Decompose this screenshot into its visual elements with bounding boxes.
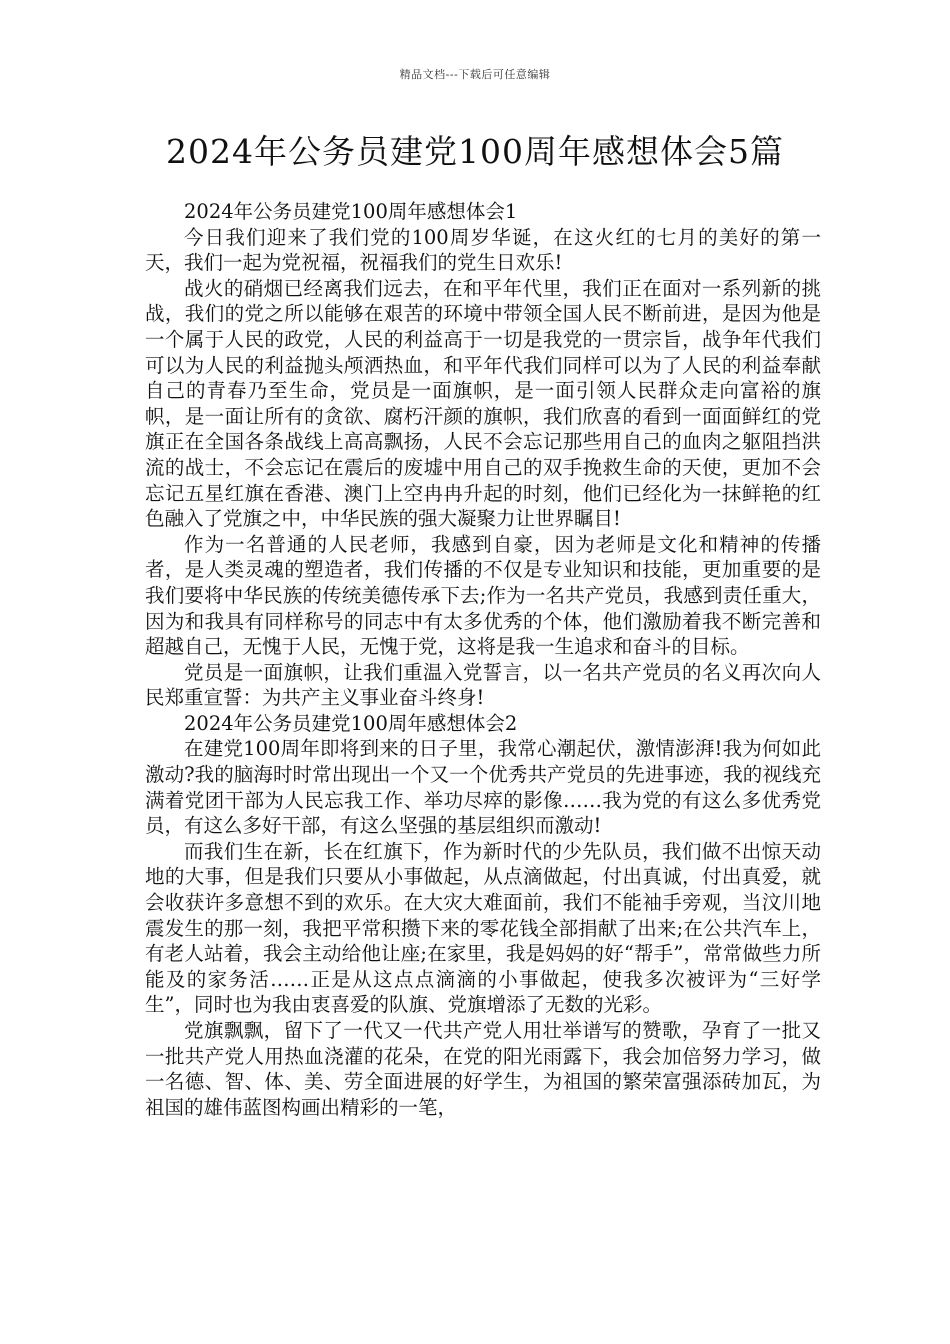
- paragraph: 战火的硝烟已经离我们远去，在和平年代里，我们正在面对一系列新的挑战，我们的党之所以能够在艰苦的环境中带领全国人民不断前进，是因为他是一个属于人民的政党，人民的利益高于一切是我党的一贯宗旨，战争年代我们可以为人民的利益抛头颅洒热血，和平年代我们同样可以为了人民的利益奉献自己的青春乃至生命，党员是一面旗帜，是一面引领人民群众走向富裕的旗帜，是一面让所有的贪欲、腐朽汗颜的旗帜，我们欣喜的看到一面面鲜红的党旗正在全国各条战线上高高飘扬，人民不会忘记那些用自己的血肉之躯阻挡洪流的战士，不会忘记在震后的废墟中用自己的双手挽救生命的天使，更加不会忘记五星红旗在香港、澳门上空冉冉升起的时刻，他们已经化为一抹鲜艳的红色融入了党旗之中，中华民族的强大凝聚力让世界瞩目!: [145, 276, 821, 531]
- paragraph: 而我们生在新，长在红旗下，作为新时代的少先队员，我们做不出惊天动地的大事，但是我们只要从小事做起，从点滴做起，付出真诚，付出真爱，就会收获许多意想不到的欢乐。在大灾大难面前，我们不能袖手旁观，当汶川地震发生的那一刻，我把平常积攒下来的零花钱全部捐献了出来;在公共汽车上，有老人站着，我会主动给他让座;在家里，我是妈妈的好“帮手”，常常做些力所能及的家务活……正是从这点点滴滴的小事做起，使我多次被评为“三好学生”，同时也为我由衷喜爱的队旗、党旗增添了无数的光彩。: [145, 839, 821, 1017]
- paragraph: 作为一名普通的人民老师，我感到自豪，因为老师是文化和精神的传播者，是人类灵魂的塑造者，我们传播的不仅是专业知识和技能，更加重要的是我们要将中华民族的传统美德传承下去;作为一名共产党员，我感到责任重大，因为和我具有同样称号的同志中有太多优秀的个体，他们激励着我不断完善和超越自己，无愧于人民，无愧于党，这将是我一生追求和奋斗的目标。: [145, 532, 821, 659]
- paragraph: 党旗飘飘，留下了一代又一代共产党人用壮举谱写的赞歌，孕育了一批又一批共产党人用热血浇灌的花朵，在党的阳光雨露下，我会加倍努力学习，做一名德、智、体、美、劳全面进展的好学生，为祖国的繁荣富强添砖加瓦，为祖国的雄伟蓝图构画出精彩的一笔，: [145, 1019, 821, 1119]
- document-title: 2024年公务员建党100周年感想体会5篇: [166, 132, 784, 171]
- paragraph: 在建党100周年即将到来的日子里，我常心潮起伏，激情澎湃!我为何如此激动?我的脑海时时常出现出一个又一个优秀共产党员的先进事迹，我的视线充满着党团干部为人民忘我工作、举功尽瘁的影像……我为党的有这么多优秀党员，有这么多好干部，有这么坚强的基层组织而激动!: [145, 737, 821, 838]
- section-heading-1: 2024年公务员建党100周年感想体会1: [184, 200, 518, 223]
- document-body: [145, 199, 821, 1120]
- section-heading-2: 2024年公务员建党100周年感想体会2: [184, 711, 518, 735]
- paragraph: 党员是一面旗帜，让我们重温入党誓言，以一名共产党员的名义再次向人民郑重宣誓：为共产主义事业奋斗终身!: [145, 660, 821, 710]
- header-note: 精品文档---下载后可任意编辑: [399, 68, 551, 81]
- paragraph: 今日我们迎来了我们党的100周岁华诞，在这火红的七月的美好的第一天，我们一起为党祝福，祝福我们的党生日欢乐!: [145, 225, 821, 275]
